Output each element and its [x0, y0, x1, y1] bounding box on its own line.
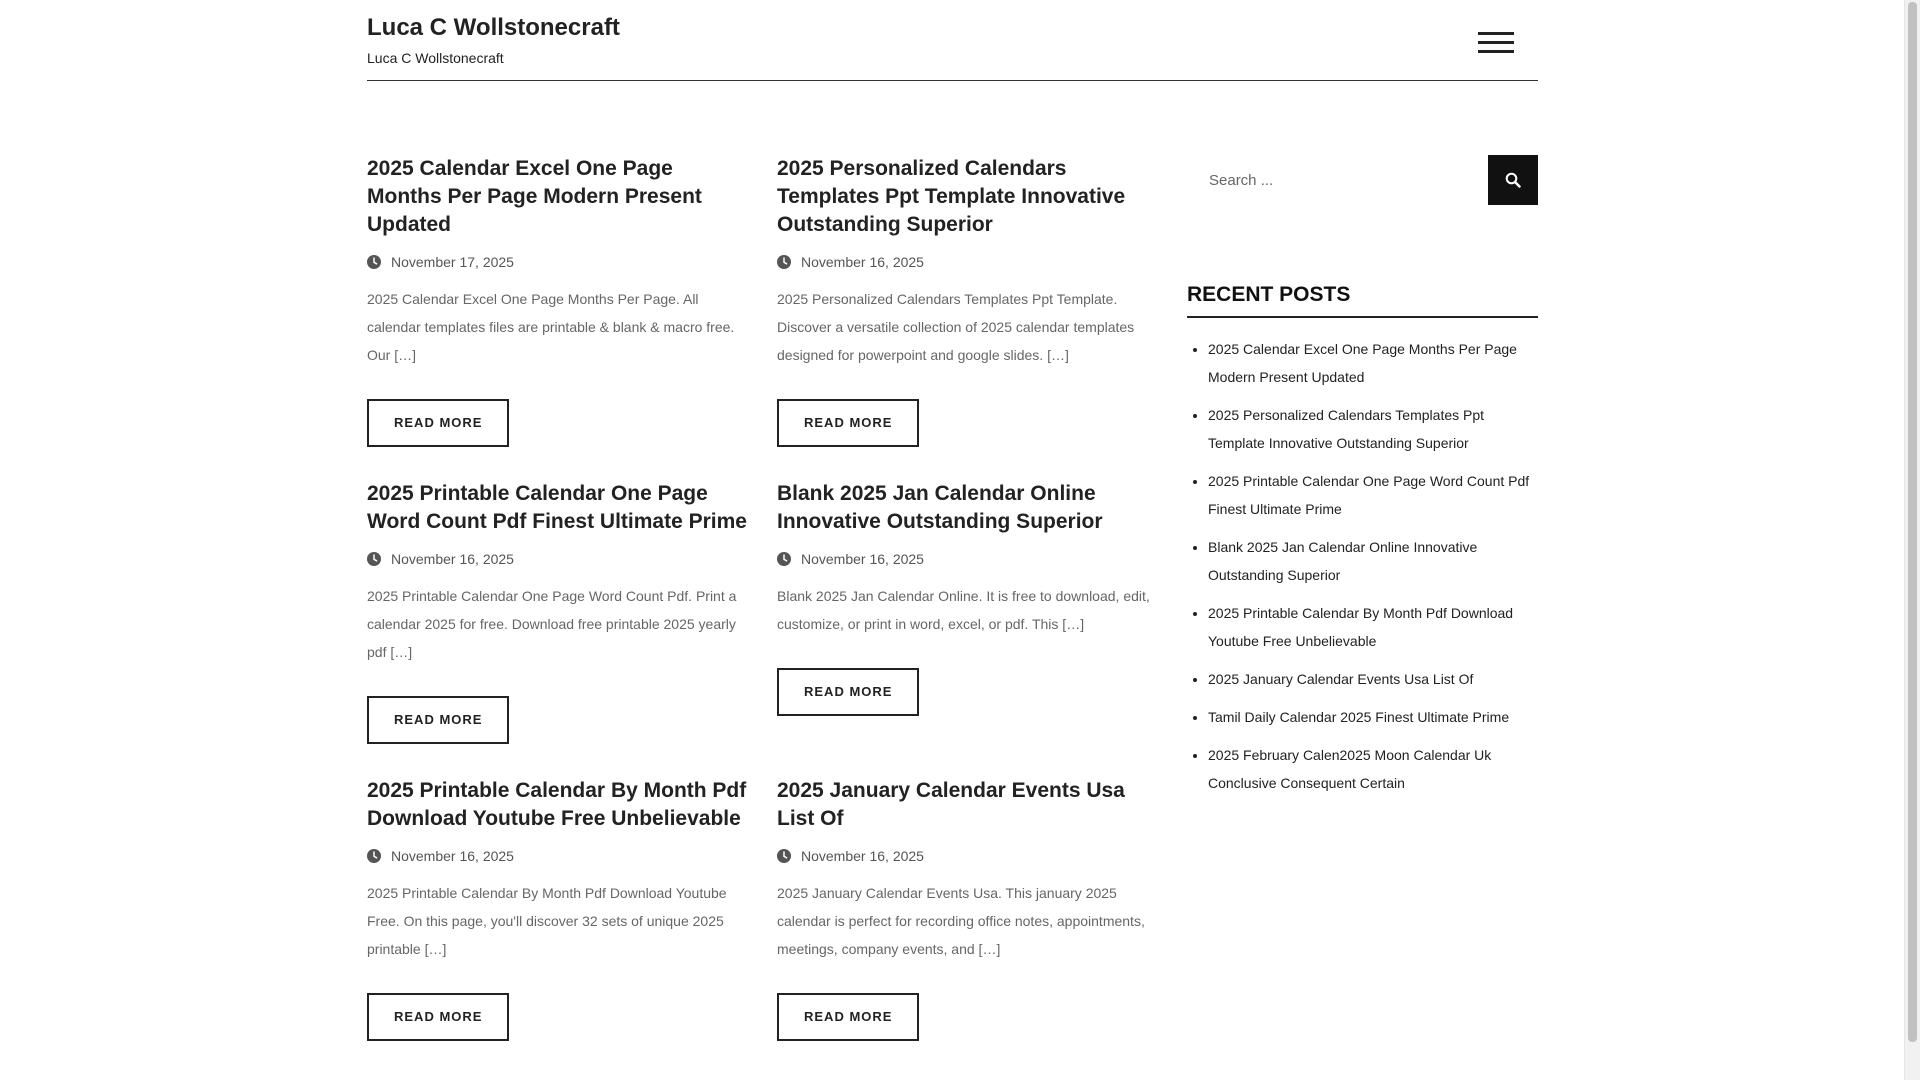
recent-posts-list — [1187, 335, 1538, 797]
clock-icon — [367, 849, 381, 863]
post-meta — [777, 844, 1157, 868]
post-excerpt: 2025 Printable Calendar By Month Pdf Download Youtube Free. On this page, you'll discover 32 sets of unique 2025 printable […] — [367, 885, 727, 957]
post-meta — [777, 547, 1157, 571]
hamburger-menu-icon[interactable] — [1478, 32, 1514, 54]
post-date[interactable]: November 16, 2025 — [801, 254, 924, 270]
post-meta — [367, 844, 747, 868]
search-form — [1187, 155, 1538, 205]
post-excerpt: Blank 2025 Jan Calendar Online. It is free to download, edit, customize, or print in word, excel, or pdf. This […] — [777, 588, 1150, 632]
read-more-button[interactable]: READ MORE — [777, 993, 919, 1041]
clock-icon — [367, 552, 381, 566]
recent-post-link[interactable]: 2025 January Calendar Events Usa List Of — [1208, 671, 1474, 687]
recent-post-link[interactable]: 2025 Printable Calendar By Month Pdf Download Youtube Free Unbelievable — [1208, 605, 1514, 649]
sidebar — [1187, 155, 1538, 807]
site-description: Luca C Wollstonecraft — [367, 50, 504, 66]
post-title[interactable]: 2025 Printable Calendar One Page Word Count Pdf Finest Ultimate Prime — [367, 482, 747, 533]
post-title[interactable]: 2025 Printable Calendar By Month Pdf Download Youtube Free Unbelievable — [367, 779, 747, 830]
list-item — [1208, 533, 1538, 589]
post-meta — [777, 250, 1157, 274]
read-more-button[interactable]: READ MORE — [777, 668, 919, 716]
menu-bar — [1478, 41, 1514, 44]
post-card — [367, 777, 747, 1041]
recent-posts-title: RECENT POSTS — [1187, 283, 1538, 318]
list-item — [1208, 703, 1538, 731]
clock-icon — [777, 849, 791, 863]
recent-post-link[interactable]: 2025 February Calen2025 Moon Calendar Uk Conclusive Consequent Certain — [1208, 747, 1492, 791]
clock-icon — [777, 255, 791, 269]
read-more-button[interactable]: READ MORE — [367, 696, 509, 744]
list-item — [1208, 467, 1538, 523]
list-item — [1208, 401, 1538, 457]
post-title[interactable]: 2025 Calendar Excel One Page Months Per Page Modern Present Updated — [367, 157, 702, 236]
list-item — [1208, 599, 1538, 655]
post-card — [777, 480, 1157, 716]
menu-bar — [1478, 32, 1514, 35]
read-more-button[interactable]: READ MORE — [367, 399, 509, 447]
post-card — [777, 155, 1157, 447]
recent-post-link[interactable]: 2025 Printable Calendar One Page Word Count Pdf Finest Ultimate Prime — [1208, 473, 1530, 517]
post-excerpt: 2025 January Calendar Events Usa. This january 2025 calendar is perfect for recording office notes, appointments, meetings, company events, and […] — [777, 885, 1145, 957]
post-date[interactable]: November 16, 2025 — [801, 848, 924, 864]
post-excerpt: 2025 Personalized Calendars Templates Ppt Template. Discover a versatile collection of 2025 calendar templates designed for powerpoint and google slides. […] — [777, 291, 1135, 363]
list-item — [1208, 741, 1538, 797]
search-icon — [1505, 172, 1521, 188]
post-date[interactable]: November 16, 2025 — [391, 551, 514, 567]
clock-icon — [367, 255, 381, 269]
site-title[interactable]: Luca C Wollstonecraft — [367, 14, 620, 41]
menu-bar — [1478, 50, 1514, 53]
post-meta — [367, 250, 747, 274]
page-container — [367, 0, 1538, 1024]
post-title[interactable]: 2025 Personalized Calendars Templates Ppt Template Innovative Outstanding Superior — [777, 157, 1126, 236]
search-button[interactable] — [1488, 155, 1538, 205]
post-title[interactable]: 2025 January Calendar Events Usa List Of — [777, 779, 1125, 830]
read-more-button[interactable]: READ MORE — [367, 993, 509, 1041]
recent-post-link[interactable]: Blank 2025 Jan Calendar Online Innovative Outstanding Superior — [1208, 539, 1478, 583]
clock-icon — [777, 552, 791, 566]
post-card — [367, 480, 747, 744]
post-card — [777, 777, 1157, 1041]
scrollbar-thumb[interactable] — [1908, 2, 1917, 1042]
site-header — [367, 0, 1538, 81]
post-date[interactable]: November 16, 2025 — [391, 848, 514, 864]
post-date[interactable]: November 16, 2025 — [801, 551, 924, 567]
recent-post-link[interactable]: Tamil Daily Calendar 2025 Finest Ultimate Prime — [1208, 709, 1510, 725]
read-more-button[interactable]: READ MORE — [777, 399, 919, 447]
recent-post-link[interactable]: 2025 Calendar Excel One Page Months Per Page Modern Present Updated — [1208, 341, 1517, 385]
post-date[interactable]: November 17, 2025 — [391, 254, 514, 270]
post-meta — [367, 547, 747, 571]
post-excerpt: 2025 Calendar Excel One Page Months Per Page. All calendar templates files are printable & blank & macro free. Our […] — [367, 291, 735, 363]
post-excerpt: 2025 Printable Calendar One Page Word Count Pdf. Print a calendar 2025 for free. Download free printable 2025 yearly pdf […] — [367, 588, 737, 660]
list-item — [1208, 335, 1538, 391]
post-title[interactable]: Blank 2025 Jan Calendar Online Innovative Outstanding Superior — [777, 482, 1103, 533]
vertical-scrollbar[interactable] — [1904, 0, 1920, 1080]
search-input[interactable] — [1187, 155, 1488, 205]
recent-post-link[interactable]: 2025 Personalized Calendars Templates Ppt Template Innovative Outstanding Superior — [1208, 407, 1485, 451]
post-card — [367, 155, 747, 447]
list-item — [1208, 665, 1538, 693]
